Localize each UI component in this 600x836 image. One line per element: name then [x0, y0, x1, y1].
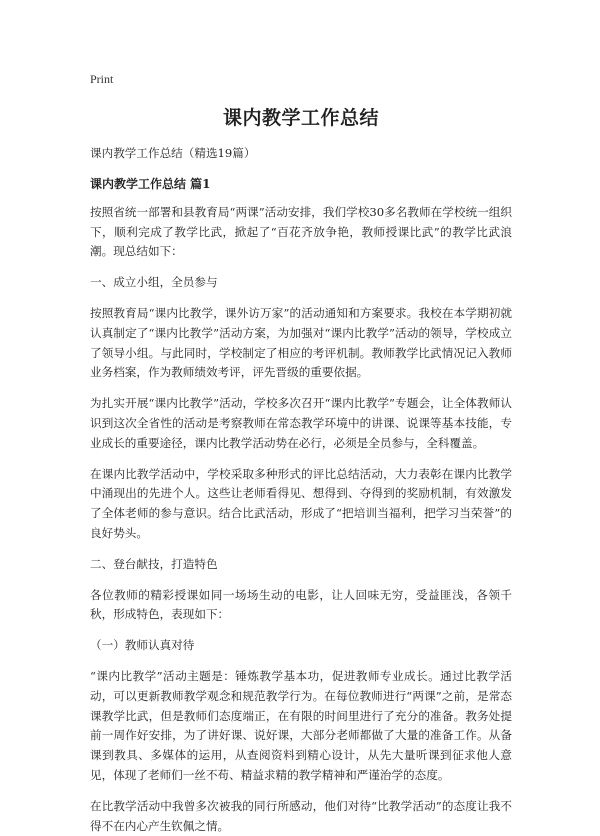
- document-title: 课内教学工作总结: [222, 107, 379, 129]
- heading-part-one: 一、成立小组，全员参与: [90, 275, 218, 290]
- paragraph-meeting: 为扎实开展“课内比教学”活动，学校多次召开“课内比教学”专题会，让全体教师认识到这次全省性的活动是考察教师在常态教学环境中的讲课、说课等基本技能，专业成长的重要途径，课内比教学活动势在必行，必须是全员参与，全科覆盖。: [90, 396, 512, 450]
- paragraph-teaching: 各位教师的精彩授课如同一场场生动的电影，让人回味无穷，受益匪浅，各领千秋，形成特色，表现如下：: [90, 587, 512, 622]
- heading-subpart-one: （一）教师认真对待: [90, 638, 195, 653]
- paragraph-awards: 在课内比教学活动中，学校采取多种形式的评比总结活动，大力表彰在课内比教学中涌现出的先进个人。这些让老师看得见、想得到、夺得到的奖励机制，有效激发了全体老师的参与意识。结合比武活动，形成了“把培训当福利，把学习当荣誉”的良好势头。: [90, 466, 512, 540]
- heading-part-two: 二、登台献技，打造特色: [90, 556, 218, 571]
- print-link[interactable]: Print: [90, 72, 114, 86]
- paragraph-intro: 按照省统一部署和县教育局“两课”活动安排，我们学校30多名教师在学校统一组织下，顺利完成了教学比武，掀起了“百花齐放争艳，教师授课比武”的教学比武浪潮。现总结如下：: [90, 204, 512, 259]
- paragraph-closing: 在比教学活动中我曾多次被我的同行所感动，他们对待“比教学活动”的态度让我不得不在内心产生钦佩之情。: [90, 798, 512, 833]
- document-subtitle: 课内教学工作总结（精选19篇）: [90, 146, 256, 160]
- paragraph-theme: “课内比教学”活动主题是：锤炼教学基本功，促进教师专业成长。通过比教学活动，可以更新教师教学观念和规范教学行为。在每位教师进行“两课”之前，是常态课教学比武，但是教师们态度端正，在有限的时间里进行了充分的准备。教务处提前一周作好安排，为了讲好课、说好课，大部分老师都做了大量的准备工作。从备课到教具、多媒体的运用，从查阅资料到精心设计，从先大量听课到征求他人意见，体现了老师们一丝不苟、精益求精的教学精神和严谨治学的态度。: [90, 668, 512, 782]
- paragraph-plan: 按照教育局“课内比教学，课外访万家”的活动通知和方案要求。我校在本学期初就认真制定了“课内比教学”活动方案，为加强对“课内比教学”活动的领导，学校成立了领导小组。与此同时，学校制定了相应的考评机制。教师教学比武情况记入教师业务档案，作为教师绩效考评，评先晋级的重要依据。: [90, 305, 512, 380]
- section-heading: 课内教学工作总结 篇1: [90, 176, 211, 191]
